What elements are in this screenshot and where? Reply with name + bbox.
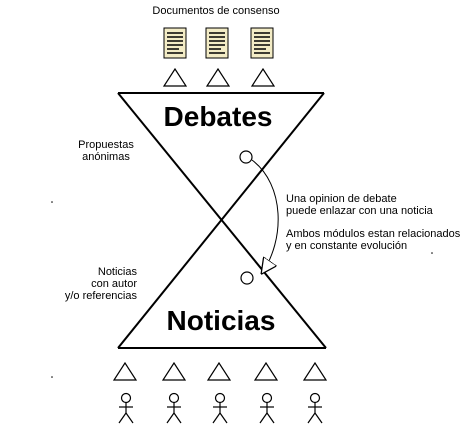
- user-triangles: [114, 363, 326, 380]
- authored-news-note: [65, 266, 138, 302]
- news-node: [241, 272, 253, 284]
- person-icon: [213, 394, 227, 424]
- stray-dot: [51, 201, 53, 203]
- note-line: Una opinion de debate: [286, 193, 397, 205]
- debate-link-note: [286, 193, 434, 217]
- small-triangle: [164, 69, 186, 86]
- note-line: Ambos módulos estan relacionados: [286, 228, 461, 240]
- modules-relation-note: [286, 228, 461, 252]
- note-line: anónimas: [82, 151, 130, 163]
- note-line: Propuestas: [78, 139, 134, 151]
- person-icon: [119, 394, 133, 424]
- note-line: y en constante evolución: [286, 240, 408, 252]
- small-triangle: [304, 363, 326, 380]
- people-icons: [119, 394, 322, 424]
- small-triangle: [208, 363, 230, 380]
- person-icon: [308, 394, 322, 424]
- document-icons: [164, 28, 273, 58]
- document-icon: [206, 28, 228, 58]
- note-line: con autor: [91, 278, 137, 290]
- note-line: y/o referencias: [64, 290, 137, 302]
- small-triangle: [255, 363, 277, 380]
- stray-dot: [51, 376, 53, 378]
- debate-node: [240, 151, 252, 163]
- stray-dot: [431, 252, 433, 254]
- document-icon: [164, 28, 186, 58]
- small-triangle: [163, 363, 185, 380]
- note-line: puede enlazar con una noticia: [286, 205, 433, 217]
- note-line: Noticias: [97, 266, 137, 278]
- person-icon: [167, 394, 181, 424]
- small-triangle: [207, 69, 229, 86]
- news-title: Noticias: [166, 305, 276, 336]
- consensus-documents-caption: Documentos de consenso: [152, 5, 280, 17]
- document-icon: [251, 28, 273, 58]
- small-triangle: [114, 363, 136, 380]
- small-triangle: [252, 69, 274, 86]
- debates-title: Debates: [163, 101, 273, 132]
- person-icon: [260, 394, 274, 424]
- document-triangles: [164, 69, 274, 86]
- anonymous-proposals-note: [78, 139, 134, 163]
